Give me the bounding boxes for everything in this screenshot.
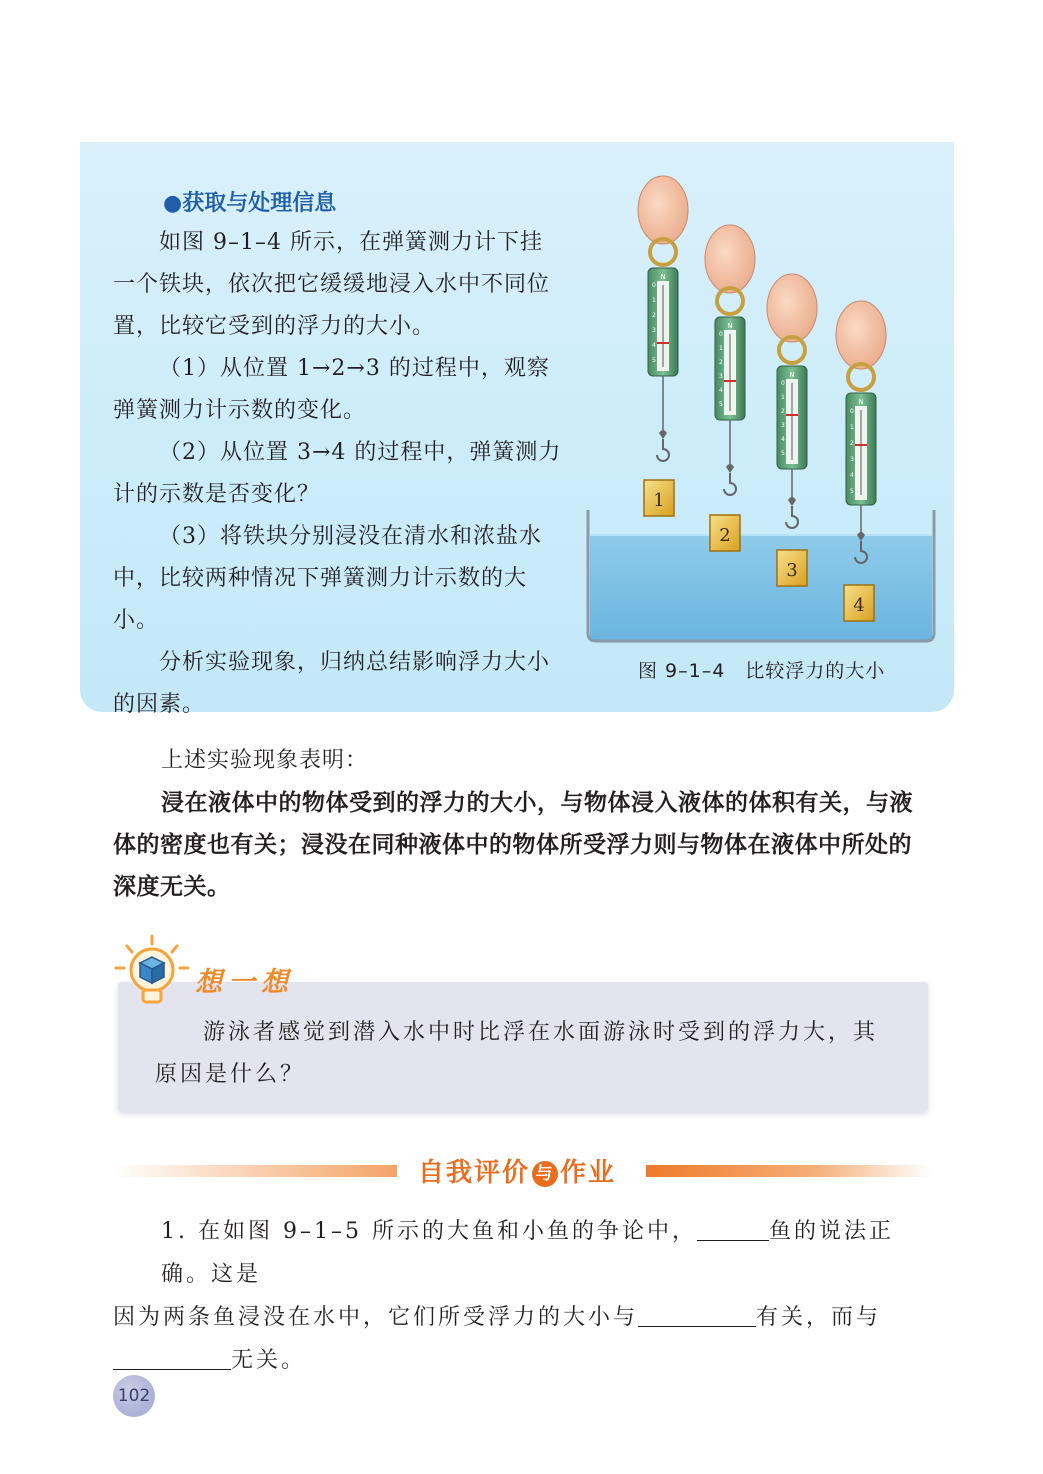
- scale-tick-label: 1: [781, 394, 785, 401]
- info-paragraph-1: 如图 9–1–4 所示，在弹簧测力计下挂一个铁块，依次把它缓缓地浸入水中不同位置，比较它受到的浮力的大小。: [113, 230, 551, 339]
- section-banner-title: [418, 1152, 616, 1189]
- banner-title-left: 自我评价: [418, 1158, 531, 1188]
- scale-tick-label: 5: [850, 488, 854, 495]
- exercise-text: 有关，而与: [756, 1305, 882, 1330]
- banner-title-right: 作业: [560, 1158, 617, 1188]
- banner-bar-left: [112, 1165, 397, 1177]
- block-label-1: 1: [653, 490, 665, 511]
- scale-tick-label: 4: [652, 342, 656, 349]
- info-paragraph-5: 分析实验现象，归纳总结影响浮力大小的因素。: [113, 650, 551, 717]
- scale-tick-label: 3: [781, 422, 785, 429]
- scale-tick-label: 3: [719, 373, 723, 380]
- block-label-3: 3: [786, 560, 798, 581]
- exercise-1: [113, 1210, 943, 1382]
- info-text: [113, 222, 563, 726]
- spring-scale-2: [705, 225, 755, 551]
- hand-icon: [638, 176, 688, 244]
- scale-tick-label: 3: [652, 327, 656, 334]
- exercise-text: 1. 在如图 9–1–5 所示的大鱼和小鱼的争论中，: [161, 1219, 697, 1244]
- section-heading: ●获取与处理信息: [163, 191, 337, 216]
- info-paragraph-3: （2）从位置 3→4 的过程中，弹簧测力计的示数是否变化？: [113, 440, 562, 507]
- scale-tick-label: 2: [850, 440, 854, 447]
- scale-letter: N: [727, 322, 733, 330]
- scale-letter: N: [660, 273, 666, 281]
- scale-tick-label: 1: [652, 297, 656, 304]
- hand-icon: [705, 225, 755, 293]
- conclusion-text: 浸在液体中的物体受到的浮力的大小，与物体浸入液体的体积有关，与液体的密度也有关；浸没在同种液体中的物体所受浮力则与物体在液体中所处的深度无关。: [113, 789, 913, 900]
- scale-tick-label: 1: [850, 424, 854, 431]
- page-number: 102: [113, 1375, 155, 1417]
- scale-tick-label: 5: [652, 357, 656, 364]
- exercise-line-3: [113, 1339, 943, 1382]
- banner-title-mid: 与: [532, 1161, 558, 1187]
- scale-tick-label: 2: [781, 408, 785, 415]
- answer-blank-3[interactable]: [113, 1349, 231, 1370]
- exercise-line-2: [113, 1296, 943, 1339]
- scale-tick-label: 3: [850, 456, 854, 463]
- block-label-2: 2: [719, 525, 731, 546]
- scale-tick-label: 4: [719, 387, 723, 394]
- scale-tick-label: 0: [719, 331, 723, 338]
- hand-icon: [836, 301, 886, 369]
- scale-tick-label: 4: [850, 472, 854, 479]
- conclusion-intro: 上述实验现象表明：: [161, 748, 369, 773]
- scale-tick-label: 4: [781, 436, 785, 443]
- scale-tick-label: 5: [781, 450, 785, 457]
- scale-tick-label: 0: [850, 408, 854, 415]
- info-paragraph-4: （3）将铁块分别浸没在清水和浓盐水中，比较两种情况下弹簧测力计示数的大小。: [113, 524, 542, 633]
- answer-blank-2[interactable]: [638, 1306, 756, 1327]
- figure-caption: 图 9–1–4 比较浮力的大小: [638, 660, 886, 682]
- spring-scale-figure: [580, 165, 945, 655]
- answer-blank-1[interactable]: [697, 1220, 769, 1241]
- think-question: 游泳者感觉到潜入水中时比浮在水面游泳时受到的浮力大，其原因是什么？: [155, 1020, 879, 1087]
- lightbulb-icon: [112, 932, 192, 1012]
- exercise-text: 无关。: [231, 1348, 307, 1373]
- scale-tick-label: 5: [719, 401, 723, 408]
- think-title: 想一想: [195, 967, 294, 998]
- scale-tick-label: 0: [652, 282, 656, 289]
- scale-tick-label: 1: [719, 345, 723, 352]
- water: [590, 535, 932, 640]
- scale-letter: N: [789, 371, 795, 379]
- banner-bar-right: [646, 1165, 931, 1177]
- scale-ticks: [652, 282, 854, 495]
- exercise-text: 鱼的说法正确。这是: [161, 1219, 894, 1287]
- scale-tick-label: 2: [652, 312, 656, 319]
- spring-scale-1: [638, 176, 688, 516]
- exercise-text: 因为两条鱼浸没在水中，它们所受浮力的大小与: [113, 1305, 639, 1330]
- block-label-4: 4: [853, 595, 865, 616]
- scale-letter: N: [858, 398, 864, 406]
- info-paragraph-2: （1）从位置 1→2→3 的过程中，观察弹簧测力计示数的变化。: [113, 356, 550, 423]
- exercise-line-1: [113, 1210, 943, 1296]
- scale-tick-label: 2: [719, 359, 723, 366]
- hand-icon: [767, 274, 817, 342]
- scale-tick-label: 0: [781, 380, 785, 387]
